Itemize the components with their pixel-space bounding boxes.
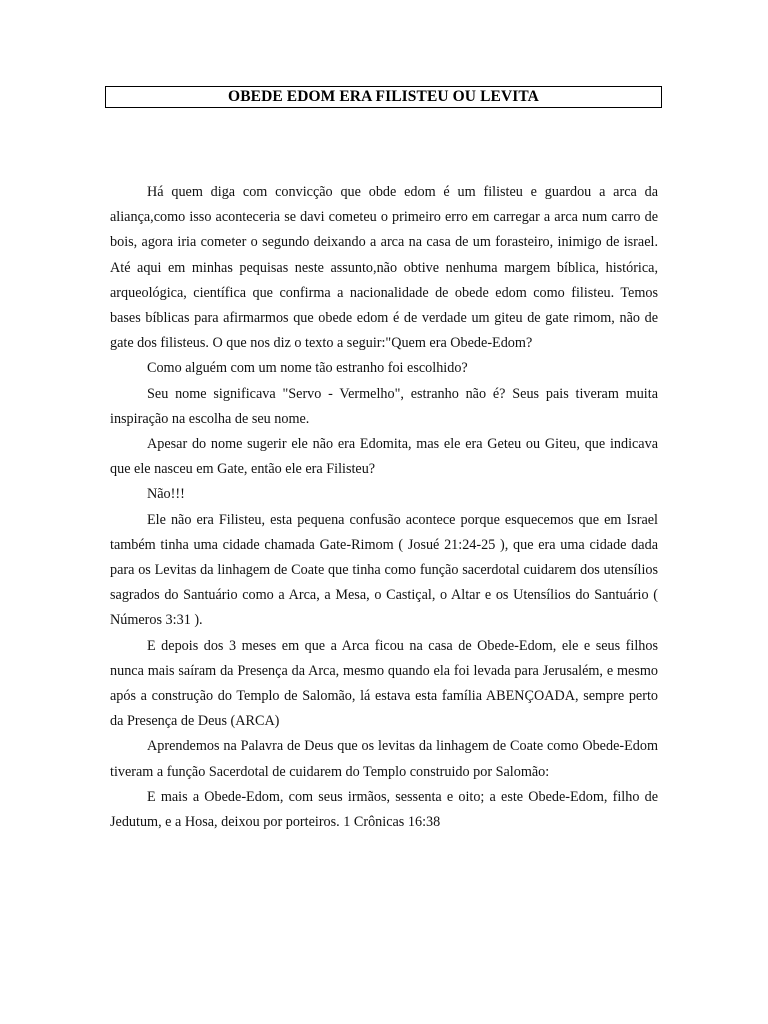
title-box — [105, 86, 662, 108]
paragraph: Apesar do nome sugerir ele não era Edomita, mas ele era Geteu ou Giteu, que indicava que ele nasceu em Gate, então ele era Filisteu? — [110, 436, 658, 478]
paragraph: Seu nome significava "Servo - Vermelho", estranho não é? Seus pais tiveram muita inspiração na escolha de seu nome. — [110, 385, 658, 427]
paragraph: E depois dos 3 meses em que a Arca ficou na casa de Obede-Edom, ele e seus filhos nunca mais saíram da Presença da Arca, mesmo quando ela foi levada para Jerusalém, e mesmo após a construção do Templo de Salomão, lá estava esta família ABENÇOADA, sempre perto da Presença de Deus (ARCA) — [110, 637, 658, 730]
document-title: OBEDE EDOM ERA FILISTEU OU LEVITA — [228, 88, 539, 106]
paragraph: Ele não era Filisteu, esta pequena confusão acontece porque esquecemos que em Israel também tinha uma cidade chamada Gate-Rimom ( Josué 21:24-25 ), que era uma cidade dada para os Levitas da linhagem de Coate que tinha como função sacerdotal cuidarem dos utensílios sagrados do Santuário como a Arca, a Mesa, o Castiçal, o Altar e os Utensílios do Santuário ( Números 3:31 ). — [110, 511, 658, 629]
document-body — [110, 180, 658, 835]
paragraph: Há quem diga com convicção que obde edom é um filisteu e guardou a arca da aliança,como isso aconteceria se davi cometeu o primeiro erro em carregar a arca num carro de bois, agora iria cometer o segundo deixando a arca na casa de um forasteiro, inimigo de israel. Até aqui em minhas pequisas neste assunto,não obtive nenhuma margem bíblica, histórica, arqueológica, científica que confirma a nacionalidade de obede edom como filisteu. Temos bases bíblicas para afirmarmos que obede edom é de verdade um giteu de gate rimom, não de gate dos filisteus. O que nos diz o texto a seguir:"Quem era Obede-Edom? — [110, 184, 658, 352]
paragraph: Não!!! — [147, 486, 185, 503]
paragraph: Aprendemos na Palavra de Deus que os levitas da linhagem de Coate como Obede-Edom tiveram a função Sacerdotal de cuidarem do Templo construido por Salomão: — [110, 738, 658, 780]
paragraph: Como alguém com um nome tão estranho foi escolhido? — [147, 360, 468, 377]
paragraph: E mais a Obede-Edom, com seus irmãos, sessenta e oito; a este Obede-Edom, filho de Jedutum, e a Hosa, deixou por porteiros. 1 Crônicas 16:38 — [110, 788, 658, 831]
